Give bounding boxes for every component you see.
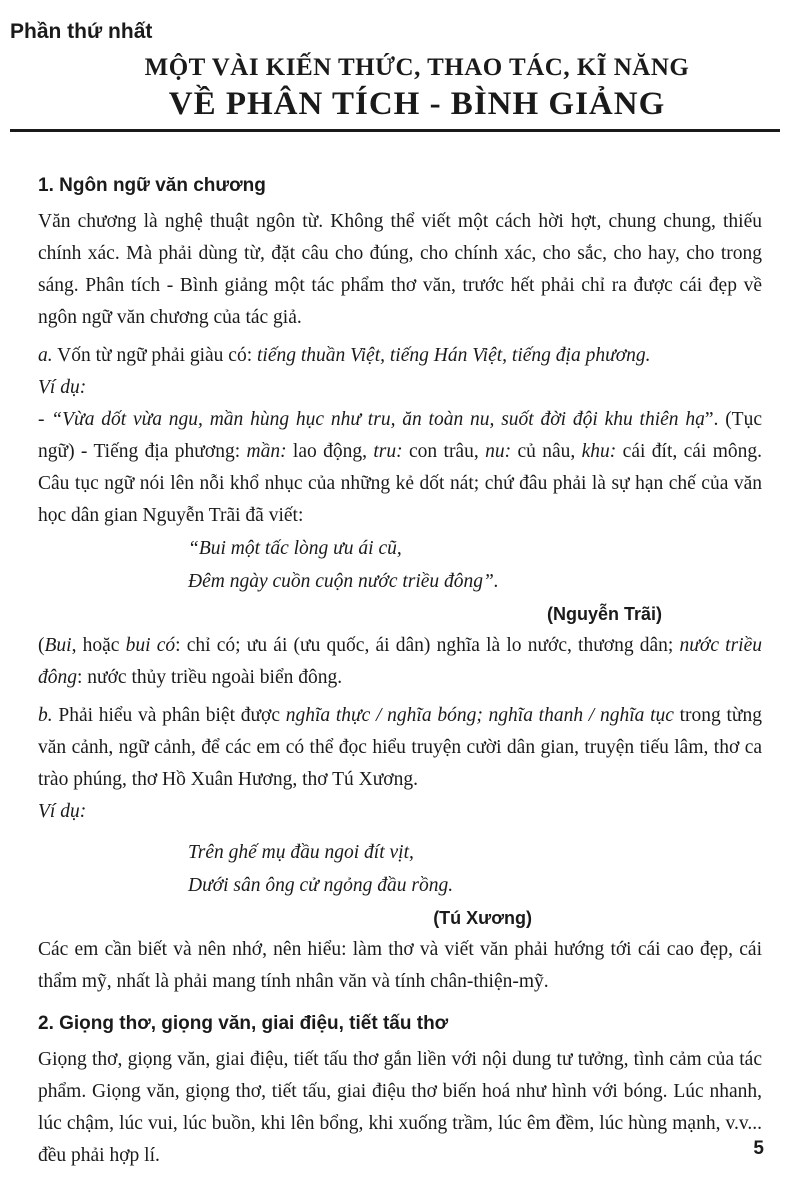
point-b-label: b. [38,705,53,726]
proverb-close: ”. (Tục ngữ) - Tiếng địa phương: [38,409,763,462]
example-label-b: Ví dụ: [38,801,87,822]
verse1-line1: “Bui một tấc lòng ưu ái cũ, [188,538,402,559]
point-b: b. Phải hiểu và phân biệt được nghĩa thực / nghĩa bóng; nghĩa thanh / nghĩa tục trong từng văn cảnh, ngữ cảnh, để các em có thể đọc hiểu truyện cười dân gian, truyện tiếu lâm, thơ ca trào phúng, thơ Hồ Xuân Hương, thơ Tú Xương. [38,705,762,790]
verse2-author: (Tú Xương) [433,908,532,928]
verse1-line2: Đêm ngày cuồn cuộn nước triều đông”. [188,571,499,592]
page-number: 5 [753,1138,764,1159]
section1-closing: Các em cần biết và nên nhớ, nên hiểu: làm thơ và viết văn phải hướng tới cái cao đẹp, cái thẩm mỹ, nhất là phải mang tính nhân văn và tính chân-thiện-mỹ. [38,939,762,992]
example-label-a: Ví dụ: [38,377,87,398]
section1-intro: Văn chương là nghệ thuật ngôn từ. Không thể viết một cách hời hợt, chung chung, thiếu chính xác. Mà phải dùng từ, đặt câu cho đúng, cho chính xác, cho sắc, cho hay, cho trong sáng. Phân tích - Bình giảng một tác phẩm thơ văn, trước hết phải chỉ ra được cái đẹp về ngôn ngữ văn chương của tác giả. [38,211,762,328]
verse1-author: (Nguyễn Trãi) [546,604,662,624]
title-divider [10,129,780,132]
page-body [38,166,762,1172]
term-man: mần: [246,441,287,462]
term-tru: tru: [373,441,403,462]
point-b-italic: nghĩa thực / nghĩa bóng; nghĩa thanh / nghĩa tục [285,705,674,726]
point-a-italic: tiếng thuần Việt, tiếng Hán Việt, tiếng địa phương. [257,345,651,366]
verse2-line1: Trên ghế mụ đầu ngoi đít vịt, [188,842,414,863]
part-label: Phần thứ nhất [10,20,153,43]
gloss-paragraph: (Bui, hoặc bui có: chỉ có; ưu ái (ưu quốc, ái dân) nghĩa là lo nước, thương dân; nước triều đông: nước thủy triều ngoài biển đông. [38,635,763,688]
point-a [38,340,762,372]
section1-heading: 1. Ngôn ngữ văn chương [38,175,266,196]
proverb-quote: “Vừa dốt vừa ngu, mần hùng hục như tru, ăn toàn nu, suốt đời đội khu thiên hạ [51,409,705,430]
point-a-text: Vốn từ ngữ phải giàu có: [52,345,258,366]
section2-heading: 2. Giọng thơ, giọng văn, giai điệu, tiết tấu thơ [38,1013,449,1034]
section2-text: Giọng thơ, giọng văn, giai điệu, tiết tấu thơ gắn liền với nội dung tư tưởng, tình cảm của tác phẩm. Giọng văn, giọng thơ, tiết tấu, giai điệu thơ biến hoá như hình với bóng. Lúc nhanh, lúc chậm, lúc vui, lúc buồn, khi lên bổng, khi xuống trầm, lúc êm đềm, lúc hùng mạnh, v.v... đều phải hợp lí. [38,1049,762,1166]
term-nu: nu: [485,441,512,462]
proverb-paragraph: - “Vừa dốt vừa ngu, mần hùng hục như tru, ăn toàn nu, suốt đời đội khu thiên hạ”. (Tục ngữ) - Tiếng địa phương: mần: lao động, tru: con trâu, nu: củ nâu, khu: cái đít, cái mông. Câu tục ngữ nói lên nỗi khổ nhục của những kẻ dốt nát; chứ đâu phải là sự hạn chế của văn học dân gian Nguyễn Trãi đã viết: [38,409,763,526]
point-a-label: a. [38,345,53,366]
term-khu: khu: [581,441,617,462]
chapter-title-line1: MỘT VÀI KIẾN THỨC, THAO TÁC, KĨ NĂNG [144,54,690,81]
verse2-line2: Dưới sân ông cử ngỏng đầu rồng. [188,875,454,896]
chapter-title-line2: VỀ PHÂN TÍCH - BÌNH GIẢNG [168,86,666,122]
proverb-dash: - [38,409,52,430]
